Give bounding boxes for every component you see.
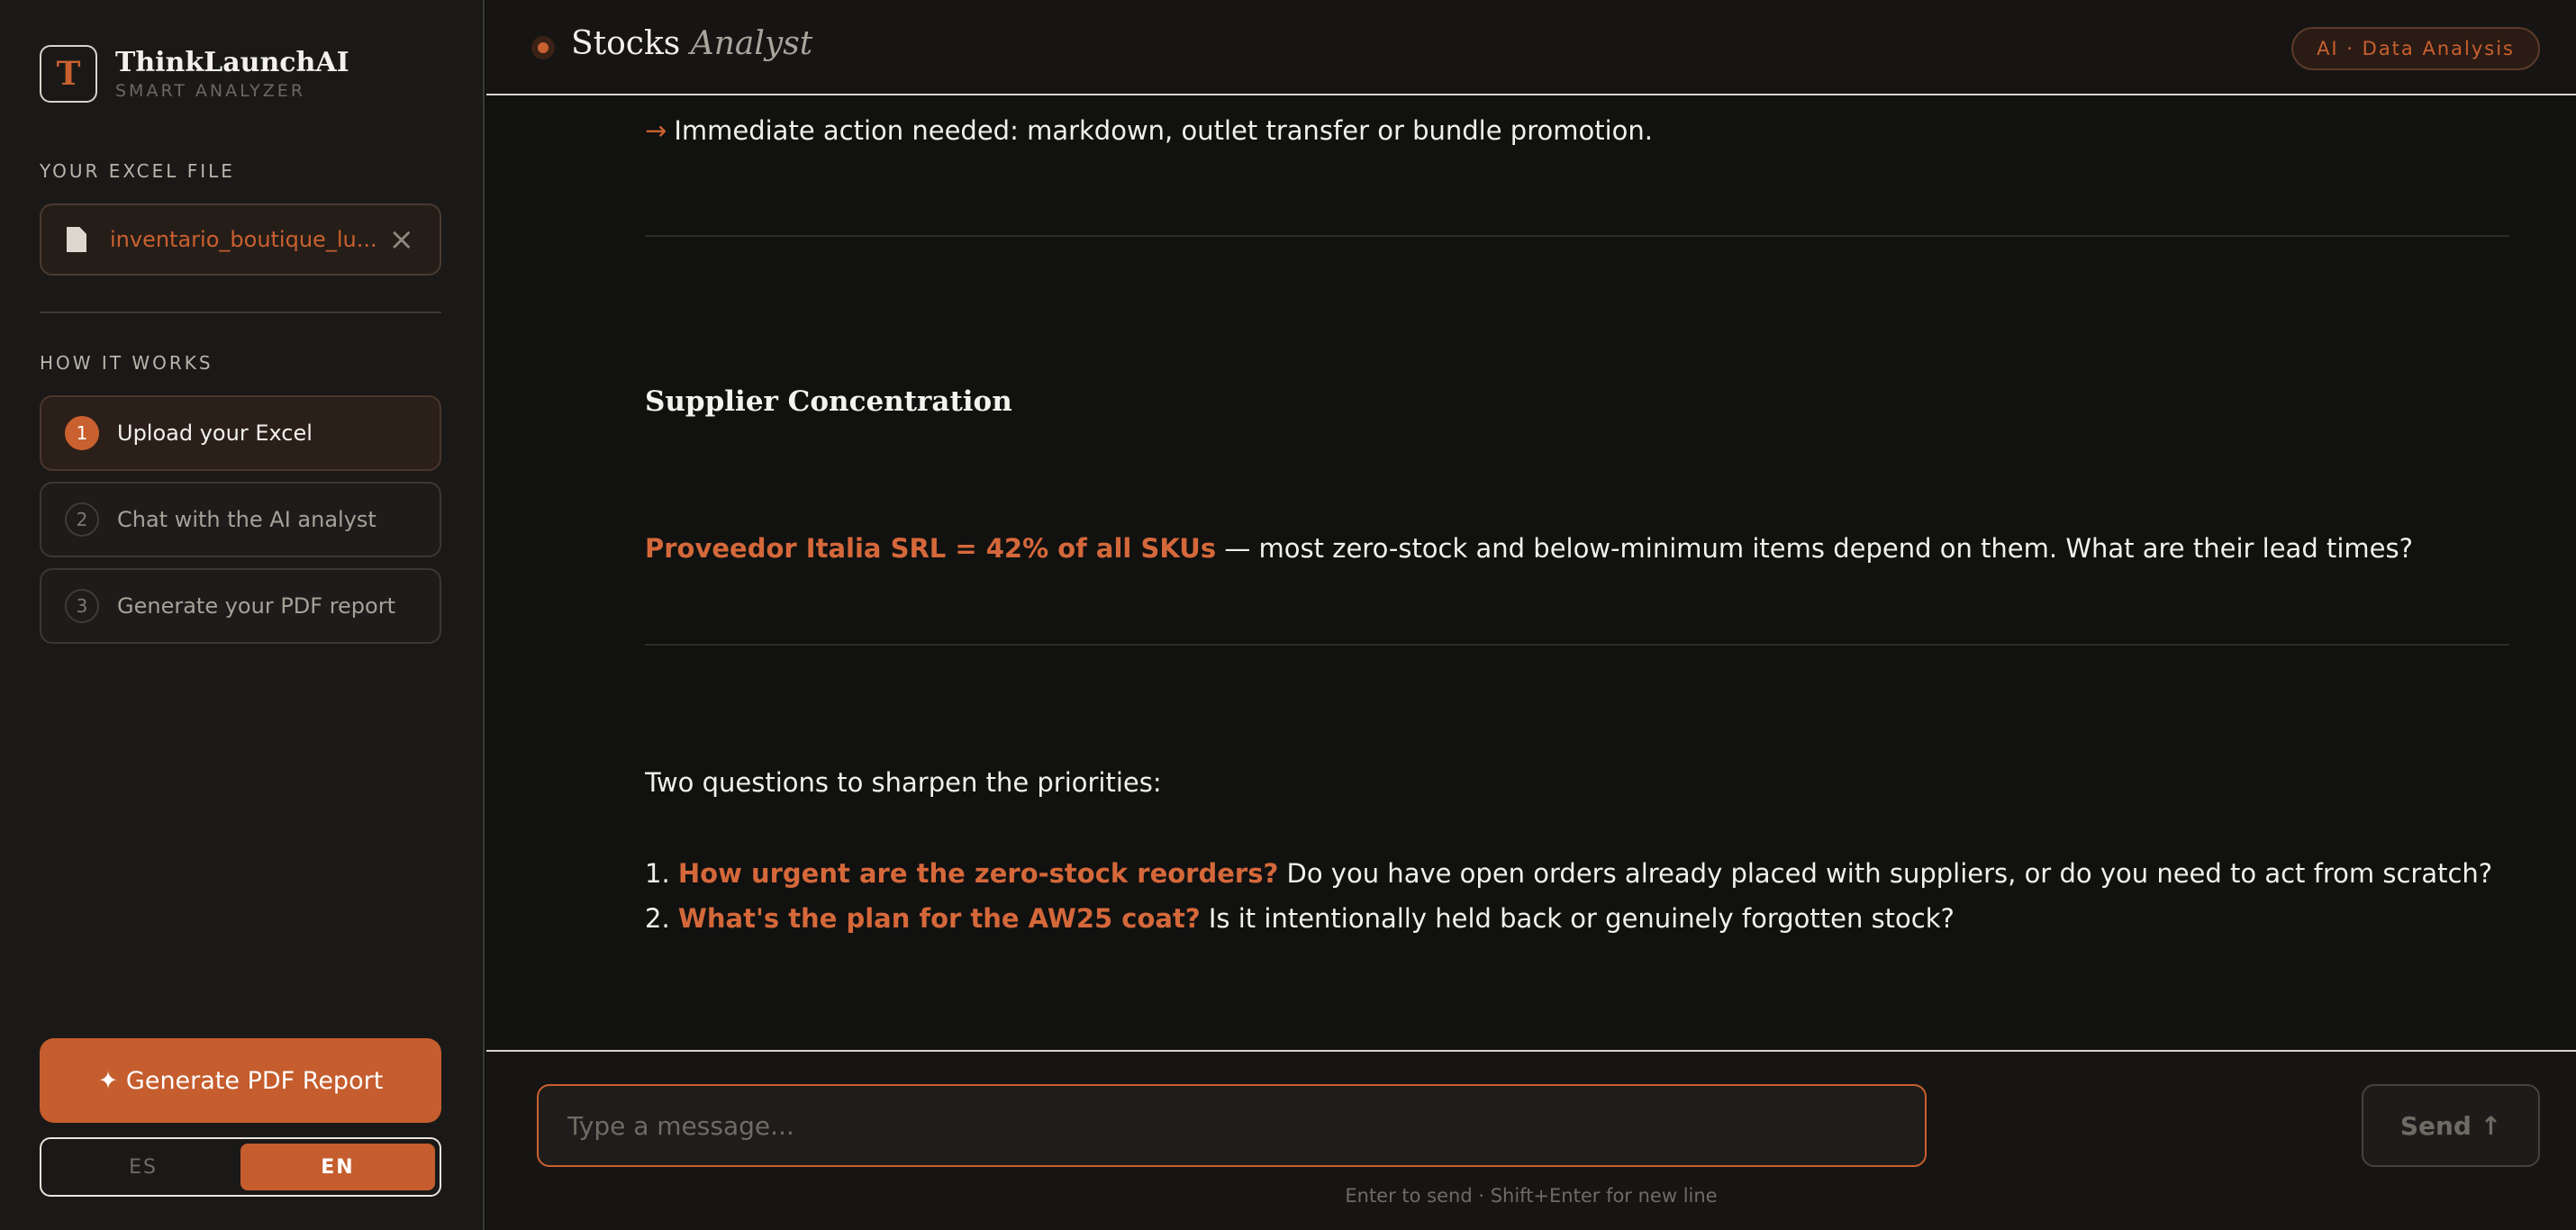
send-button[interactable]: Send ↑ [2362, 1084, 2540, 1167]
brand-name: ThinkLaunchAI [115, 46, 349, 78]
uploaded-file [40, 203, 441, 276]
step-number: 3 [65, 589, 99, 623]
step-number: 2 [65, 502, 99, 537]
logo: T [40, 45, 97, 103]
composer [486, 1050, 2576, 1230]
divider [645, 644, 2509, 646]
header [486, 0, 2576, 95]
action-line: → Immediate action needed: markdown, outlet transfer or bundle promotion. [645, 115, 1653, 146]
supplier-line: Proveedor Italia SRL = 42% of all SKUs — most zero-stock and below-minimum items depend on them. What are their lead times? [645, 533, 2413, 564]
lang-es-option[interactable]: ES [129, 1155, 158, 1179]
divider [645, 235, 2509, 237]
arrow-right-icon: → [645, 115, 667, 146]
file-section-label: YOUR EXCEL FILE [40, 160, 235, 182]
brand [40, 45, 349, 103]
status-dot-icon [531, 36, 555, 59]
divider [40, 312, 441, 313]
step-label: Upload your Excel [117, 421, 313, 446]
lang-en-option[interactable]: EN [240, 1144, 435, 1190]
step-label: Generate your PDF report [117, 593, 395, 619]
step-report [40, 568, 441, 644]
question-2: 2. What's the plan for the AW25 coat? Is it intentionally held back or genuinely forgotten stock? [645, 903, 1955, 934]
supplier-heading: Supplier Concentration [645, 385, 1012, 418]
file-name: inventario_boutique_lu... [110, 227, 377, 252]
questions-intro: Two questions to sharpen the priorities: [645, 767, 1162, 798]
ai-badge: AI · Data Analysis [2291, 27, 2540, 70]
composer-hint: Enter to send · Shift+Enter for new line [1345, 1185, 1718, 1207]
language-toggle [40, 1137, 441, 1197]
page-title: Stocks Analyst [571, 25, 813, 62]
step-label: Chat with the AI analyst [117, 507, 376, 532]
step-chat [40, 482, 441, 557]
step-upload [40, 395, 441, 471]
chat-message [645, 97, 2509, 1050]
step-number: 1 [65, 416, 99, 450]
sidebar [0, 0, 485, 1230]
close-icon[interactable]: × [388, 222, 414, 258]
generate-pdf-button[interactable]: ✦ Generate PDF Report [40, 1038, 441, 1123]
file-icon [67, 227, 86, 252]
question-1: 1. How urgent are the zero-stock reorders? Do you have open orders already placed with suppliers, or do you need to act from scratch? [645, 858, 2493, 889]
brand-subtitle: SMART ANALYZER [115, 80, 306, 101]
how-it-works-label: HOW IT WORKS [40, 352, 213, 374]
message-input[interactable] [537, 1084, 1927, 1167]
